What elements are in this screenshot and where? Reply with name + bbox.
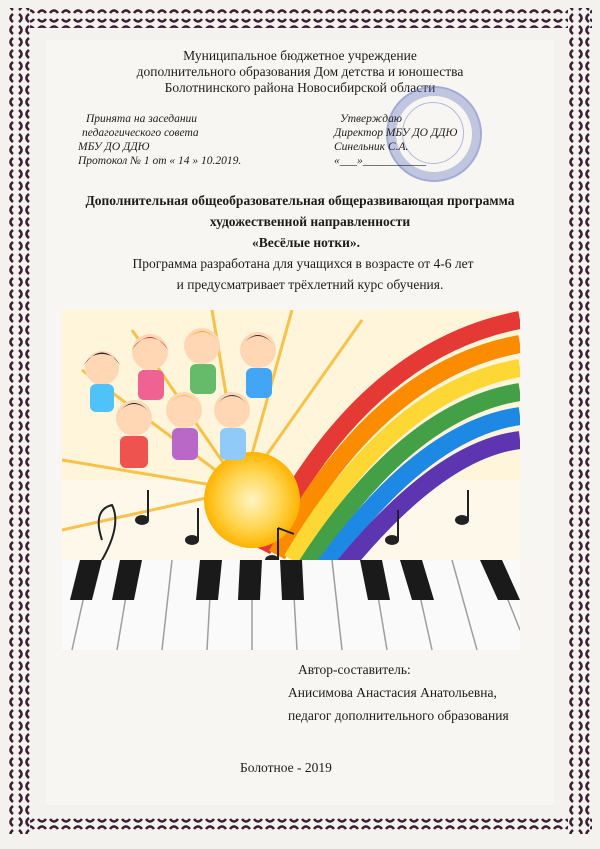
author-block xyxy=(288,658,509,727)
program-duration-line: и предусматривает трёхлетний курс обучения. xyxy=(176,277,444,292)
approval-left-line-3: МБУ ДО ДДЮ xyxy=(78,141,150,153)
approval-right-line-1: Утверждаю xyxy=(340,113,402,125)
program-age-line: Программа разработана для учащихся в возрасте от 4-6 лет xyxy=(132,256,474,271)
program-title-line-2: художественной направленности xyxy=(209,214,411,229)
author-label: Автор-составитель: xyxy=(298,662,411,677)
header-line-2: дополнительного образования Дом детства и юношества xyxy=(136,64,464,79)
approval-left-line-2: педагогического совета xyxy=(82,127,199,139)
sun xyxy=(204,452,300,548)
author-position: педагог дополнительного образования xyxy=(288,708,509,723)
approval-date-line: «___»___________ xyxy=(334,155,426,167)
program-title-line-1: Дополнительная общеобразовательная общеразвивающая программа xyxy=(85,193,515,208)
approval-right-line-2: Директор МБУ ДО ДДЮ xyxy=(334,127,458,139)
approval-left-line-1: Принята на заседании xyxy=(86,113,198,125)
approval-director-block xyxy=(334,112,457,168)
city-year: Болотное - 2019 xyxy=(240,760,332,775)
approval-right-line-3: Синельник С.А. xyxy=(334,141,409,153)
program-name: «Весёлые нотки». xyxy=(251,235,361,250)
header-line-3: Болотнинского района Новосибирской области xyxy=(164,80,436,95)
protocol-line: Протокол № 1 от « 14 » 10.2019. xyxy=(78,155,242,167)
header-line-1: Муниципальное бюджетное учреждение xyxy=(183,48,417,63)
program-title-block xyxy=(0,190,600,295)
piano-keys xyxy=(62,560,520,650)
music-illustration xyxy=(62,310,520,650)
approval-council-block xyxy=(78,112,241,168)
author-name: Анисимова Анастасия Анатольевна, xyxy=(288,685,497,700)
institution-header xyxy=(0,48,600,96)
